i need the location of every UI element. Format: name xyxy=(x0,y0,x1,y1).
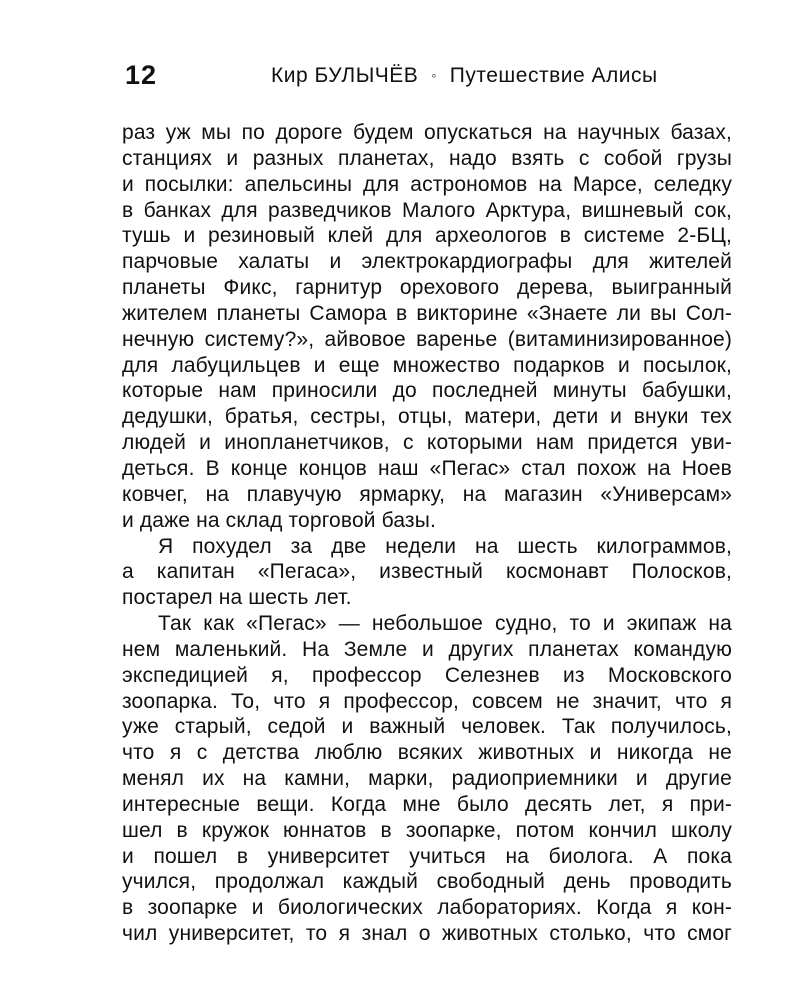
text-line: интересные вещи. Когда мне было десять лет, я при- xyxy=(122,792,732,816)
text-line: в банках для разведчиков Малого Арктура, вишневый сок, xyxy=(122,198,732,222)
text-line: менял их на камни, марки, радиоприемники и другие xyxy=(122,767,732,791)
text-line: раз уж мы по дороге будем опускаться на научных базах, xyxy=(122,121,732,144)
text-line: учился, продолжал каждый свободный день проводить xyxy=(122,870,732,894)
text-line: дедушки, братья, сестры, отцы, матери, дети и внуки тех xyxy=(122,405,732,429)
text-line: и посылки: апельсины для астрономов на Марсе, селедку xyxy=(122,172,732,196)
text-line: и даже на склад торговой базы. xyxy=(122,508,436,532)
text-line: что я с детства люблю всяких животных и никогда не xyxy=(122,741,732,765)
text-line: жителем планеты Самора в викторине «Знаете ли вы Сол- xyxy=(122,301,732,325)
page-header xyxy=(125,58,730,92)
text-line: ковчег, на плавучую ярмарку, на магазин «Универсам» xyxy=(122,482,732,506)
author-name: Кир БУЛЫЧЁВ xyxy=(271,64,419,87)
text-line: Я похудел за две недели на шесть килограммов, xyxy=(158,534,732,558)
text-line: нечную систему?», айвовое варенье (витаминизированное) xyxy=(122,327,732,351)
text-line: Так как «Пегас» — небольшое судно, то и экипаж на xyxy=(158,612,732,636)
body-text xyxy=(122,120,732,947)
text-line: а капитан «Пегаса», известный космонавт Полосков, xyxy=(122,560,732,584)
text-line: деться. В конце концов наш «Пегас» стал похож на Ноев xyxy=(122,456,732,480)
separator-glyph: ◦ xyxy=(431,67,437,83)
text-line: зоопарка. То, что я профессор, совсем не значит, что я xyxy=(122,689,732,713)
text-line: которые нам приносили до последней минуты бабушки, xyxy=(122,379,732,403)
text-line: в зоопарке и биологических лабораториях. Когда я кон- xyxy=(122,896,732,920)
book-title: Путешествие Алисы xyxy=(449,64,658,87)
text-line: тушь и резиновый клей для археологов в системе 2-БЦ, xyxy=(122,224,732,248)
running-head xyxy=(271,64,658,88)
text-line: шел в кружок юннатов в зоопарке, потом кончил школу xyxy=(122,818,732,842)
text-line: чил университет, то я знал о животных столько, что смог xyxy=(122,922,732,946)
text-line: и пошел в университет учиться на биолога. А пока xyxy=(122,844,732,868)
page-number: 12 xyxy=(125,60,158,90)
text-line: парчовые халаты и электрокардиографы для жителей xyxy=(122,250,732,274)
text-line: людей и инопланетчиков, с которыми нам придется уви- xyxy=(122,431,732,455)
text-line: нем маленький. На Земле и других планетах командую xyxy=(122,637,732,661)
text-line: экспедицией я, профессор Селезнев из Московского xyxy=(122,663,732,687)
text-line: станциях и разных планетах, надо взять с собой грузы xyxy=(122,146,732,170)
text-line: планеты Фикс, гарнитур орехового дерева, выигранный xyxy=(122,276,732,300)
text-line: уже старый, седой и важный человек. Так получилось, xyxy=(122,715,732,739)
text-line: для лабуцильцев и еще множество подарков и посылок, xyxy=(122,353,732,377)
text-line: постарел на шесть лет. xyxy=(122,586,352,610)
